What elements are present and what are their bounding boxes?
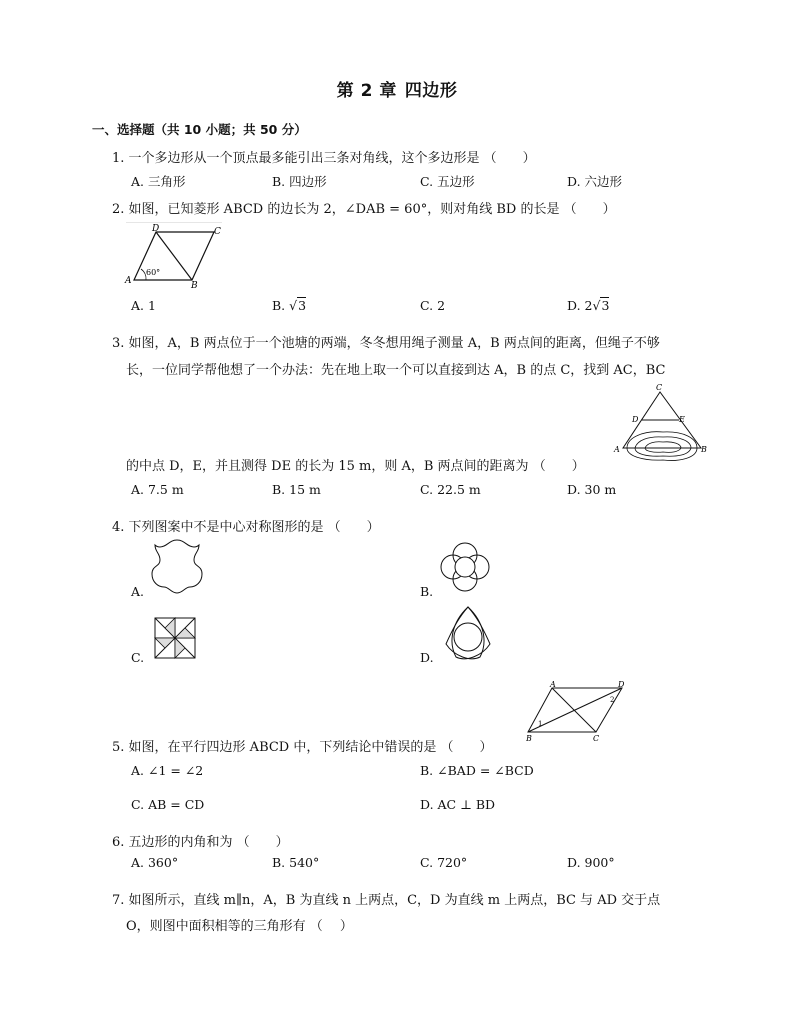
sqrt-symbol: √3 xyxy=(289,298,307,313)
q3-option-a[interactable]: A. 7.5 m xyxy=(131,482,184,497)
q4-option-d[interactable]: D. xyxy=(420,650,434,665)
figure-option-a xyxy=(148,538,206,596)
label-a: A xyxy=(550,680,556,689)
chapter-number: 第 2 章 xyxy=(336,81,397,101)
question-2 xyxy=(112,198,616,217)
label-c: C xyxy=(656,383,663,392)
question-text: 一个多边形从一个顶点最多能引出三条对角线，这个多边形是 （ ） xyxy=(128,151,536,166)
question-number: 2. xyxy=(112,202,125,217)
label-d: D xyxy=(152,224,160,234)
q2-option-c[interactable]: C. 2 xyxy=(420,298,446,313)
label-a: A xyxy=(614,445,620,454)
question-number: 7. xyxy=(112,893,125,908)
label-c: C xyxy=(214,227,221,237)
figure-option-b xyxy=(438,540,492,594)
q5-option-a[interactable]: A. ∠1 = ∠2 xyxy=(131,763,204,778)
question-number: 3. xyxy=(112,336,125,351)
figure-option-d xyxy=(438,604,498,662)
chapter-name: 四边形 xyxy=(404,81,458,101)
question-3-line3: 的中点 D，E，并且测得 DE 的长为 15 m，则 A，B 两点间的距离为 （ ） xyxy=(126,459,585,474)
q4-option-b[interactable]: B. xyxy=(420,584,434,599)
q1-option-a[interactable]: A. 三角形 xyxy=(131,174,186,189)
question-7-line1 xyxy=(112,889,660,908)
question-text: 如图，A，B 两点位于一个池塘的两端，冬冬想用绳子测量 A，B 两点间的距离，但绳子不够 xyxy=(128,336,660,351)
question-3-line2: 长，一位同学帮他想了一个办法：先在地上取一个可以直接到达 A，B 的点 C，找到 AC，BC xyxy=(126,363,666,378)
q5-option-d[interactable]: D. AC ⊥ BD xyxy=(420,797,496,812)
q5-option-c[interactable]: C. AB = CD xyxy=(131,797,205,812)
question-number: 4. xyxy=(112,520,125,535)
parallelogram-figure xyxy=(526,680,630,742)
label-d: D xyxy=(632,415,639,424)
label-b: B xyxy=(191,281,198,288)
q6-option-d[interactable]: D. 900° xyxy=(567,855,615,870)
q6-option-c[interactable]: C. 720° xyxy=(420,855,468,870)
question-5 xyxy=(112,736,493,755)
q5-option-b[interactable]: B. ∠BAD = ∠BCD xyxy=(420,763,534,778)
q4-option-c[interactable]: C. xyxy=(131,650,145,665)
label-b: B xyxy=(526,734,532,742)
q3-option-c[interactable]: C. 22.5 m xyxy=(420,482,481,497)
label-c: C xyxy=(593,734,600,742)
label-d: D xyxy=(618,680,625,689)
pond-figure xyxy=(613,382,709,464)
label-e: E xyxy=(679,415,685,424)
q3-option-b[interactable]: B. 15 m xyxy=(272,482,321,497)
q2-option-a[interactable]: A. 1 xyxy=(131,298,156,313)
question-text: 五边形的内角和为 （ ） xyxy=(128,835,289,850)
q6-option-b[interactable]: B. 540° xyxy=(272,855,320,870)
q1-option-c[interactable]: C. 五边形 xyxy=(420,174,475,189)
question-text: 如图，在平行四边形 ABCD 中，下列结论中错误的是 （ ） xyxy=(128,740,493,755)
question-number: 6. xyxy=(112,835,125,850)
question-1 xyxy=(112,147,536,166)
question-3-line1 xyxy=(112,332,660,351)
page-title xyxy=(0,76,794,101)
question-text: 下列图案中不是中心对称图形的是 （ ） xyxy=(128,520,380,535)
angle-2-label: 2 xyxy=(610,696,615,704)
question-text: 如图，已知菱形 ABCD 的边长为 2，∠DAB = 60°，则对角线 BD 的长是 （ ） xyxy=(128,202,616,217)
angle-label: 60° xyxy=(146,268,161,277)
label-b: B xyxy=(701,445,707,454)
q1-option-b[interactable]: B. 四边形 xyxy=(272,174,327,189)
q1-option-d[interactable]: D. 六边形 xyxy=(567,174,623,189)
sqrt-symbol: √3 xyxy=(592,298,610,313)
figure-option-c xyxy=(153,616,197,660)
section-heading: 一、选择题（共 10 小题；共 50 分） xyxy=(92,122,307,137)
question-number: 5. xyxy=(112,740,125,755)
question-7-line2: O，则图中面积相等的三角形有 （ ） xyxy=(126,919,353,934)
question-6 xyxy=(112,831,289,850)
question-4 xyxy=(112,516,380,535)
q3-option-d[interactable]: D. 30 m xyxy=(567,482,617,497)
q6-option-a[interactable]: A. 360° xyxy=(131,855,179,870)
angle-1-label: 1 xyxy=(538,720,543,728)
q2-option-d[interactable]: D. 2√3 xyxy=(567,298,610,313)
q4-option-a[interactable]: A. xyxy=(131,584,145,599)
question-number: 1. xyxy=(112,151,125,166)
label-a: A xyxy=(125,276,132,286)
question-text: 如图所示，直线 m∥n，A，B 为直线 n 上两点，C，D 为直线 m 上两点，BC 与 AD 交于点 xyxy=(128,893,661,908)
q2-option-b[interactable]: B. √3 xyxy=(272,298,307,313)
rhombus-figure xyxy=(124,222,224,288)
